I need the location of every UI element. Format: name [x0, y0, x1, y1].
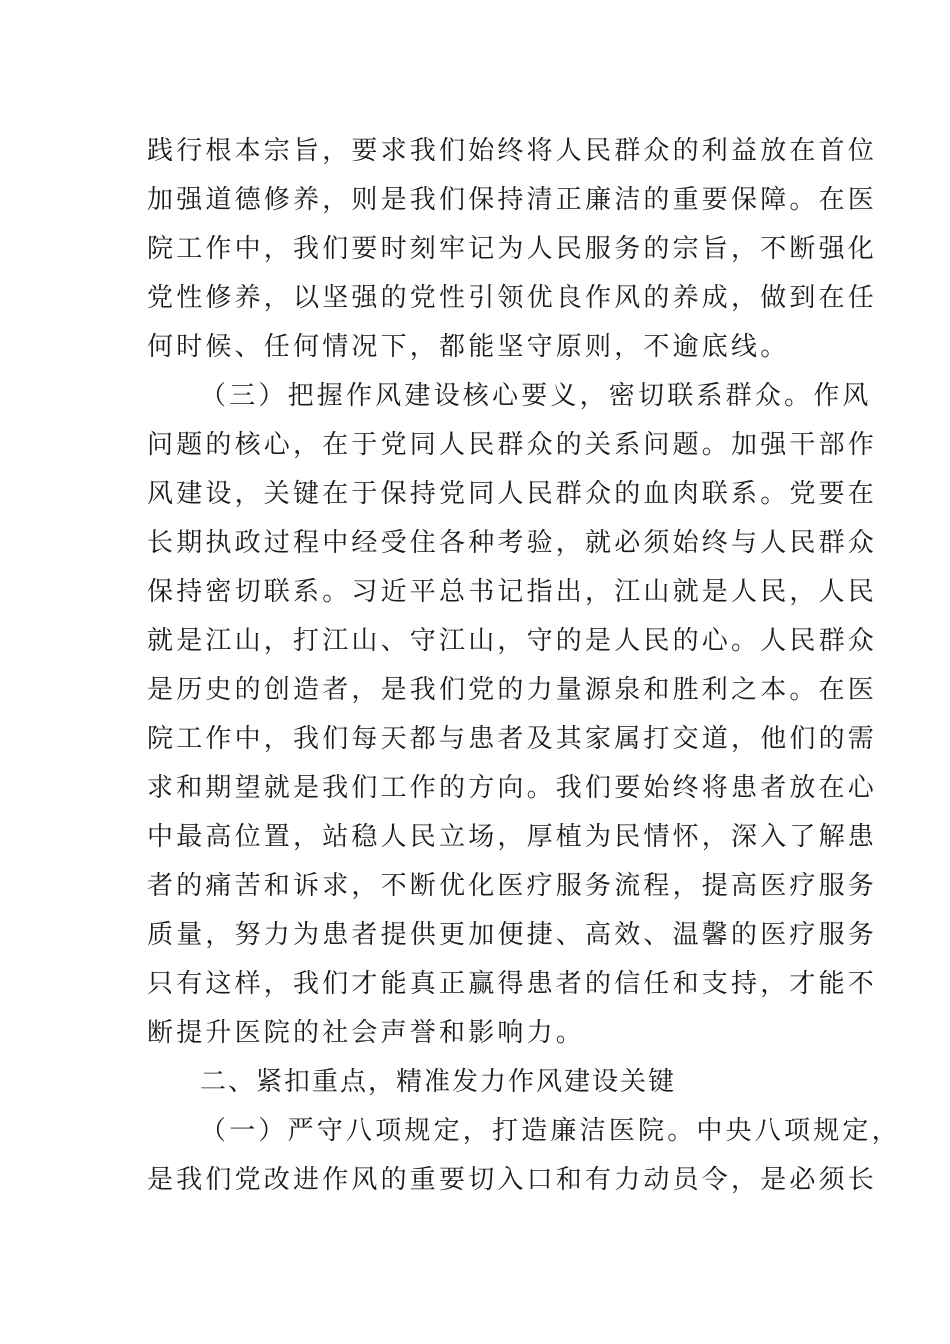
section-heading: 二、紧扣重点，精准发力作风建设关键	[200, 1067, 677, 1097]
paragraph-line: 是历史的创造者，是我们党的力量源泉和胜利之本。在医	[147, 675, 878, 705]
paragraph-line: 院工作中，我们每天都与患者及其家属打交道，他们的需	[147, 724, 878, 754]
paragraph-line: 风建设，关键在于保持党同人民群众的血肉联系。党要在	[147, 479, 878, 509]
paragraph-line: 践行根本宗旨，要求我们始终将人民群众的利益放在首位	[147, 136, 878, 166]
paragraph-line: 是我们党改进作风的重要切入口和有力动员令，是必须长	[147, 1165, 878, 1195]
paragraph-line: 保持密切联系。习近平总书记指出，江山就是人民，人民	[147, 577, 878, 607]
paragraph-line: 质量，努力为患者提供更加便捷、高效、温馨的医疗服务	[147, 920, 878, 950]
paragraph-line: 党性修养，以坚强的党性引领优良作风的养成，做到在任	[147, 283, 878, 313]
paragraph-first-line: （三）把握作风建设核心要义，密切联系群众。作风	[200, 381, 872, 411]
paragraph-line: 长期执政过程中经受住各种考验，就必须始终与人民群众	[147, 528, 878, 558]
paragraph-line: 断提升医院的社会声誉和影响力。	[147, 1018, 586, 1048]
paragraph-line: 问题的核心，在于党同人民群众的关系问题。加强干部作	[147, 430, 878, 460]
paragraph-line: 院工作中，我们要时刻牢记为人民服务的宗旨，不断强化	[147, 234, 878, 264]
paragraph-line: 求和期望就是我们工作的方向。我们要始终将患者放在心	[147, 773, 878, 803]
paragraph-line: 加强道德修养，则是我们保持清正廉洁的重要保障。在医	[147, 185, 878, 215]
paragraph-first-line: （一）严守八项规定，打造廉洁医院。中央八项规定，	[200, 1116, 901, 1146]
paragraph-line: 中最高位置，站稳人民立场，厚植为民情怀，深入了解患	[147, 822, 878, 852]
paragraph-line: 只有这样，我们才能真正赢得患者的信任和支持，才能不	[147, 969, 878, 999]
paragraph-line: 就是江山，打江山、守江山，守的是人民的心。人民群众	[147, 626, 878, 656]
paragraph-line: 何时候、任何情况下，都能坚守原则，不逾底线。	[147, 332, 790, 362]
paragraph-line: 者的痛苦和诉求，不断优化医疗服务流程，提高医疗服务	[147, 871, 878, 901]
